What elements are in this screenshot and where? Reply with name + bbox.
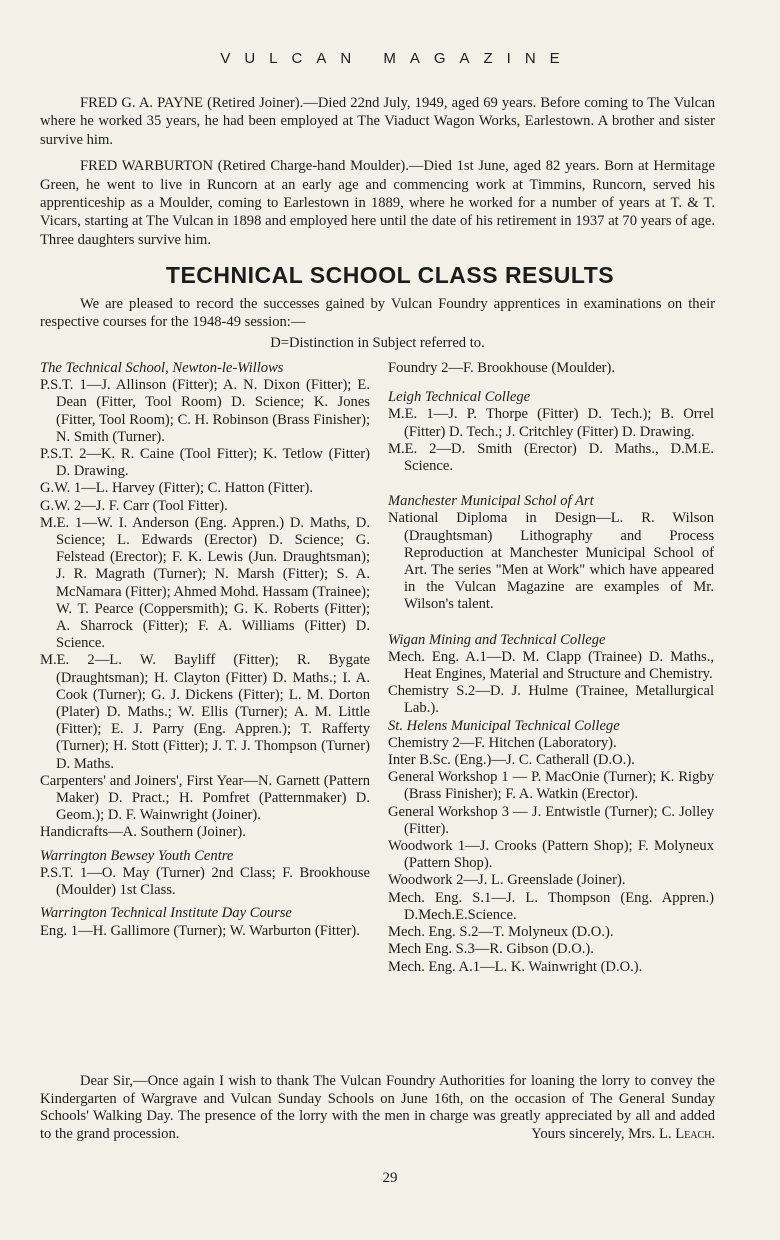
letter-body: Dear Sir,—Once again I wish to thank The Vulcan Foundry Authorities for loaning the lorry to convey the Kindergarten of Wargrave and Vulcan Sunday Schools on June 16th, on the occasion of The General Sunday Schools' Walking Day. The presence of the lorry with the men in charge was greatly appreciated by all and added to the grand procession. [40,1073,715,1142]
result-entry: Chemistry 2—F. Hitchen (Laboratory). [388,734,617,751]
right-column [388,360,714,976]
result-entry: Mech. Eng. S.2—T. Molyneux (D.O.). [388,924,614,941]
result-entry: General Workshop 1 — P. MacOnie (Turner); K. Rigby (Brass Finisher); F. A. Watkin (Erector). [388,769,714,803]
section-heading-st-helens: St. Helens Municipal Technical College [388,717,620,734]
result-entry: General Workshop 3 — J. Entwistle (Turner); C. Jolley (Fitter). [388,803,714,837]
obituary-payne: FRED G. A. PAYNE (Retired Joiner).—Died 22nd July, 1949, aged 69 years. Before coming to The Vulcan where he worked 35 years, he had been employed at The Viaduct Wagon Works, Earlestown. A brother and sister survive him. [40,95,715,148]
result-entry: Woodwork 1—J. Crooks (Pattern Shop); F. Molyneux (Pattern Shop). [388,838,714,872]
section-heading-warrington-institute: Warrington Technical Institute Day Course [40,905,292,922]
result-entry: P.S.T. 2—K. R. Caine (Tool Fitter); K. Tetlow (Fitter) D. Drawing. [40,446,370,480]
letter-closing: Yours sincerely, Mrs. L. [531,1125,672,1142]
section-heading-bewsey: Warrington Bewsey Youth Centre [40,847,234,864]
result-entry: Mech. Eng. A.1—D. M. Clapp (Trainee) D. Maths., Heat Engines, Material and Structure and Chemistry. [388,648,714,683]
result-entry: Eng. 1—H. Gallimore (Turner); W. Warburton (Fitter). [40,922,360,939]
obituaries [40,94,715,257]
running-header: VULCAN MAGAZINE [220,50,574,67]
obituary-warburton: FRED WARBURTON (Retired Charge-hand Moulder).—Died 1st June, aged 82 years. Born at Hermitage Green, he went to live in Runcorn at an early age and commencing work at Timmins, Runcorn, served his apprenticeship as a Moulder, coming to Earlestown in 1889, where he worked for a number of years at T. & T. Vicars, starting at The Vulcan in 1898 and employed here until the date of his retirement in 1937 at 70 years of age. Three daughters survive him. [40,158,715,248]
section-title: TECHNICAL SCHOOL CLASS RESULTS [165,262,615,288]
result-entry: M.E. 2—L. W. Bayliff (Fitter); R. Bygate (Draughtsman); H. Clayton (Fitter) D. Maths.; I. A. Cook (Turner); G. J. Dickens (Fitter); L. M. Dorton (Plater) D. Maths.; W. Ellis (Turner); A. M. Little (Fitter); E. J. Parry (Eng. Appren.); T. Rafferty (Turner); H. Stott (Fitter); J. T. J. Thompson (Turner) D. Maths. [40,652,370,772]
result-entry: Mech. Eng. S.1—J. L. Thompson (Eng. Appren.) D.Mech.E.Science. [388,889,714,923]
result-entry: Foundry 2—F. Brookhouse (Moulder). [388,360,616,376]
result-entry: Mech. Eng. A.1—L. K. Wainwright (D.O.). [388,958,643,975]
result-entry: Carpenters' and Joiners', First Year—N. Garnett (Pattern Maker) D. Pract.; H. Pomfret (Patternmaker) D. Geom.); D. F. Wainwright (Joiner). [40,772,370,824]
intro-paragraph: We are pleased to record the successes gained by Vulcan Foundry apprentices in examinations on their respective courses for the 1948-49 session:— [40,296,715,330]
letter [40,1073,715,1143]
section-heading-newton: The Technical School, Newton-le-Willows [40,360,284,376]
result-entry: M.E. 1—W. I. Anderson (Eng. Appren.) D. Maths, D. Science; L. Edwards (Erector) D. Science; G. Felstead (Erector); F. K. Lewis (Jun. Draughtsman); J. R. Magrath (Turner); N. Marsh (Fitter); S. A. McNamara (Fitter); Ahmed Mohd. Hassam (Trainee); W. T. Pearce (Coppersmith); G. K. Roberts (Fitter); A. Sharrock (Fitter); F. A. Williams (Fitter) D. Science. [40,514,370,652]
section-heading-manchester: Manchester Municipal Schol of Art [388,493,594,510]
section-heading-leigh: Leigh Technical College [388,389,531,406]
distinction-note: D=Distinction in Subject referred to. [270,335,485,351]
result-entry: M.E. 2—D. Smith (Erector) D. Maths., D.M.E. Science. [388,440,714,475]
section-heading-wigan: Wigan Mining and Technical College [388,631,606,648]
result-entry: P.S.T. 1—O. May (Turner) 2nd Class; F. Brookhouse (Moulder) 1st Class. [40,864,370,899]
result-entry: Handicrafts—A. Southern (Joiner). [40,824,246,841]
result-entry: Inter B.Sc. (Eng.)—J. C. Catherall (D.O.). [388,752,635,769]
result-entry: G.W. 2—J. F. Carr (Tool Fitter). [40,497,228,514]
result-entry: G.W. 1—L. Harvey (Fitter); C. Hatton (Fitter). [40,480,314,497]
page-number: 29 [382,1170,398,1186]
result-entry: National Diploma in Design—L. R. Wilson (Draughtsman) Lithography and Process Reproduction at Manchester Municipal School of Art. The series "Men at Work" which have appeared in the Vulcan Magazine are examples of Mr. Wilson's talent. [388,510,714,613]
result-entry: P.S.T. 1—J. Allinson (Fitter); A. N. Dixon (Fitter); E. Dean (Fitter, Tool Room) D. Science; K. Jones (Fitter, Tool Room); C. H. Robinson (Brass Finisher); N. Smith (Turner). [40,377,370,445]
result-entry: M.E. 1—J. P. Thorpe (Fitter) D. Tech.); B. Orrel (Fitter) D. Tech.; J. Critchley (Fitter) D. Drawing. [388,406,714,440]
left-column [40,360,370,940]
result-entry: Chemistry S.2—D. J. Hulme (Trainee, Metallurgical Lab.). [388,683,714,717]
result-entry: Mech Eng. S.3—R. Gibson (D.O.). [388,941,594,958]
letter-signature: Leach. [675,1125,715,1142]
result-entry: Woodwork 2—J. L. Greenslade (Joiner). [388,872,626,889]
